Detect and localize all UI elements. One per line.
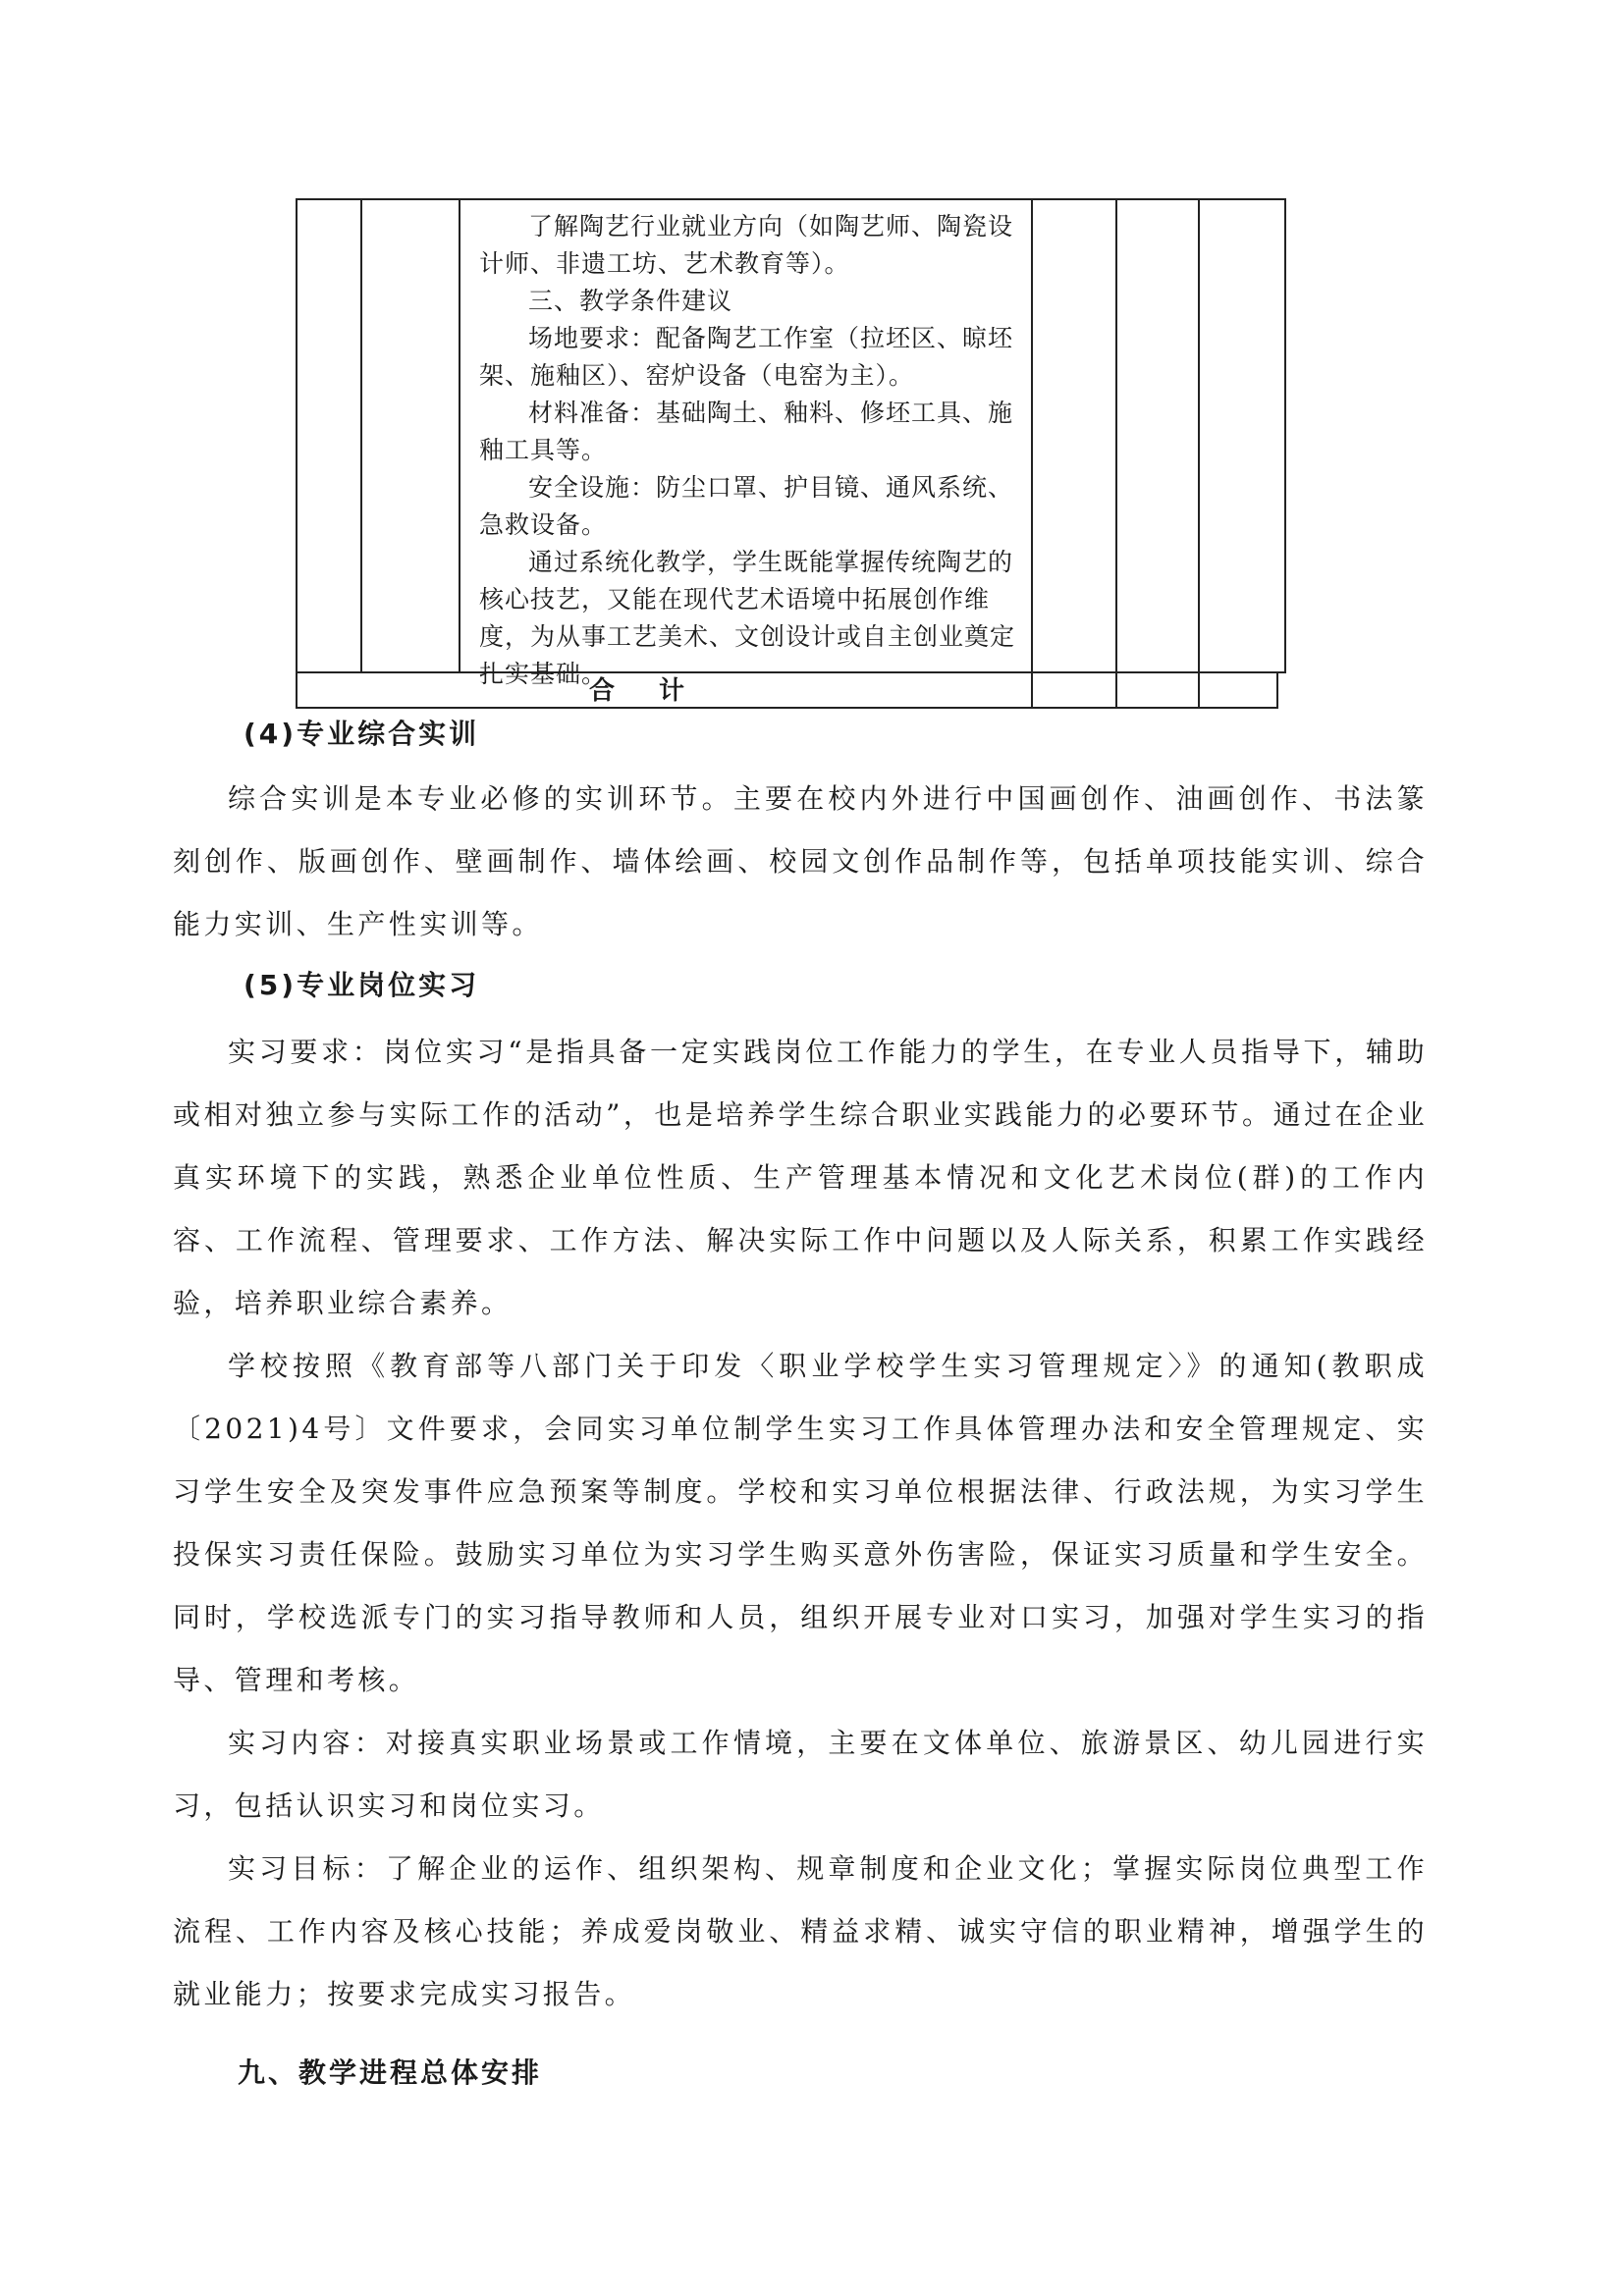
table-line: 通过系统化教学，学生既能掌握传统陶艺的核心技艺，又能在现代艺术语境中拓展创作维度，为从事工艺美术、文创设计或自主创业奠定扎实基础。 — [479, 548, 1016, 688]
paragraph: 实习内容：对接真实职业场景或工作情境，主要在文体单位、旅游景区、幼儿园进行实习，包括认识实习和岗位实习。 — [173, 1727, 1428, 1822]
paragraph: 学校按照《教育部等八部门关于印发〈职业学校学生实习管理规定〉》的通知(教职成〔2021)4号〕文件要求，会同实习单位制学生实习工作具体管理办法和安全管理规定、实习学生安全及突发事件应急预案等制度。学校和实习单位根据法律、行政法规，为实习学生投保实习责任保险。鼓励实习单位为实习学生购买意外伤害险，保证实习质量和学生安全。同时，学校选派专门的实习指导教师和人员，组织开展专业对口实习，加强对学生实习的指导、管理和考核。 — [173, 1350, 1428, 1696]
paragraph: 实习要求：岗位实习“是指具备一定实践岗位工作能力的学生，在专业人员指导下，辅助或相对独立参与实际工作的活动”，也是培养学生综合职业实践能力的必要环节。通过在企业真实环境下的实践，熟悉企业单位性质、生产管理基本情况和文化艺术岗位(群)的工作内容、工作流程、管理要求、工作方法、解决实际工作中问题以及人际关系，积累工作实践经验，培养职业综合素养。 — [173, 1036, 1428, 1319]
table-col-divider — [1031, 198, 1033, 709]
table-border-right-bottom — [1276, 671, 1278, 709]
table-border-right — [1284, 198, 1286, 671]
paragraph: 综合实训是本专业必修的实训环节。主要在校内外进行中国画创作、油画创作、书法篆刻创作、版画创作、壁画制作、墙体绘画、校园文创作品制作等，包括单项技能实训、综合能力实训、生产性实训等。 — [173, 782, 1428, 940]
section-5-body — [173, 1021, 1428, 2026]
table-total-label: 合 计 — [589, 676, 703, 706]
table-col-divider — [360, 198, 362, 671]
section-4-body — [173, 768, 1428, 956]
section-heading-4: (4)专业综合实训 — [244, 718, 480, 750]
table-col-divider — [1198, 198, 1200, 709]
table-col-divider — [459, 198, 460, 671]
table-col-divider — [1115, 198, 1117, 709]
table-line: 材料准备：基础陶土、釉料、修坯工具、施釉工具等。 — [479, 399, 1014, 464]
table-content-cell — [479, 208, 1029, 693]
section-heading-5: (5)专业岗位实习 — [244, 969, 480, 1001]
table-line: 三、教学条件建议 — [528, 287, 733, 315]
table-line: 场地要求：配备陶艺工作室（拉坯区、晾坯架、施釉区）、窑炉设备（电窑为主）。 — [479, 324, 1014, 390]
paragraph: 实习目标：了解企业的运作、组织架构、规章制度和企业文化；掌握实际岗位典型工作流程、工作内容及核心技能；养成爱岗敬业、精益求精、诚实守信的职业精神，增强学生的就业能力；按要求完成实习报告。 — [173, 1852, 1428, 2010]
table-line: 了解陶艺行业就业方向（如陶艺师、陶瓷设计师、非遗工坊、艺术教育等）。 — [479, 212, 1014, 278]
table-border-bottom — [296, 707, 1278, 709]
table-line: 安全设施：防尘口罩、护目镜、通风系统、急救设备。 — [479, 473, 1014, 539]
section-heading-9: 九、教学进程总体安排 — [238, 2056, 543, 2089]
table-border-left — [296, 198, 298, 709]
table-border-top — [296, 198, 1286, 200]
